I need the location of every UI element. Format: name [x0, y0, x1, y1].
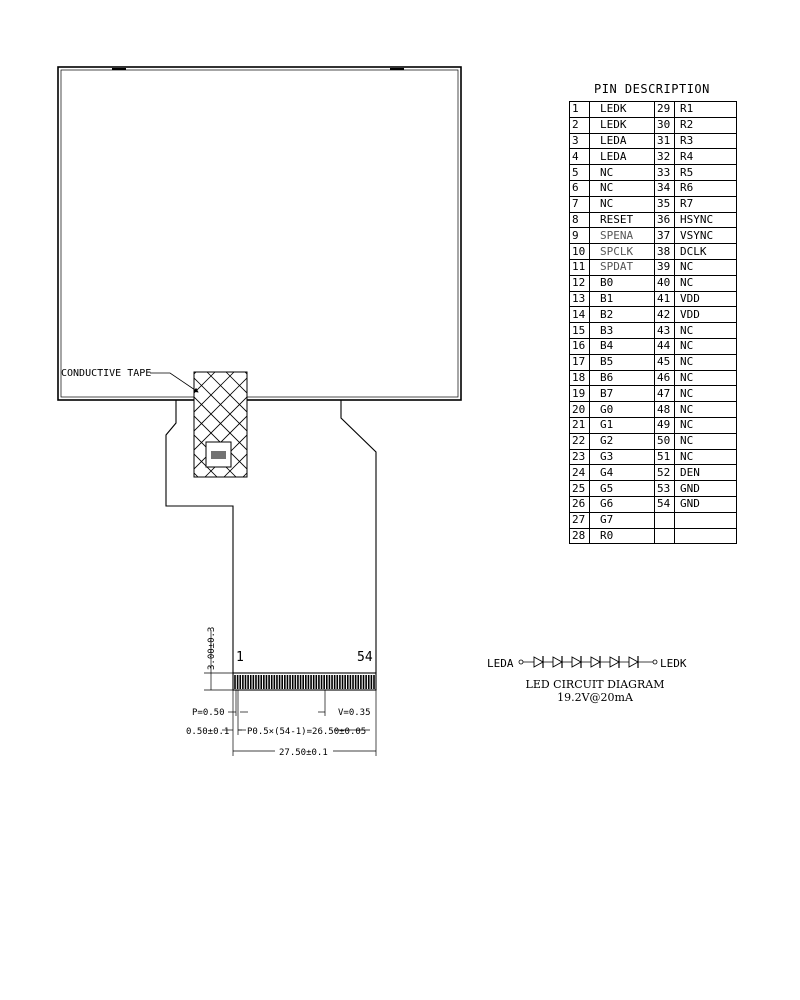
pin-name: G6 — [590, 496, 655, 512]
pin-number: 1 — [570, 102, 590, 118]
pin-name: R4 — [675, 149, 737, 165]
pin-row — [570, 528, 737, 544]
led-circuit-caption — [510, 678, 680, 704]
pin-name: LEDK — [590, 117, 655, 133]
pin-name: NC — [590, 180, 655, 196]
dim-width-text: 27.50±0.1 — [279, 748, 328, 758]
pin-name: VSYNC — [675, 228, 737, 244]
contact-pad — [247, 675, 249, 689]
contact-pad — [284, 675, 286, 689]
contact-pad — [334, 675, 336, 689]
contact-pad — [326, 675, 328, 689]
pin-number: 13 — [570, 291, 590, 307]
led-circuit-rating: 19.2V@20mA — [557, 691, 633, 704]
display-panel-outline — [58, 67, 461, 400]
pin-name: B4 — [590, 338, 655, 354]
pin-name: VDD — [675, 291, 737, 307]
pin-number: 22 — [570, 433, 590, 449]
dim-pitch-text: P=0.50 — [192, 708, 225, 718]
conductive-tape — [0, 372, 450, 482]
pin-name: NC — [590, 165, 655, 181]
pin-name: G0 — [590, 402, 655, 418]
contact-pad — [258, 675, 260, 689]
pin-name: GND — [675, 481, 737, 497]
pin-number: 9 — [570, 228, 590, 244]
led-circuit-diagram — [487, 656, 687, 670]
pin-number: 34 — [655, 180, 675, 196]
contact-pad — [295, 675, 297, 689]
pin-name: DEN — [675, 465, 737, 481]
pin-name — [675, 528, 737, 544]
contact-pad — [300, 675, 302, 689]
pin-name: NC — [675, 259, 737, 275]
pin-name: LEDK — [590, 102, 655, 118]
pin-name: B2 — [590, 307, 655, 323]
led-diode-icon — [629, 656, 638, 668]
contact-pad — [339, 675, 341, 689]
pin-name: LEDA — [590, 149, 655, 165]
dimension-lines — [222, 690, 376, 756]
pin-number: 41 — [655, 291, 675, 307]
pin-row — [570, 512, 737, 528]
pin-number: 23 — [570, 449, 590, 465]
pin-number: 2 — [570, 117, 590, 133]
pin-number: 16 — [570, 338, 590, 354]
contact-pad — [287, 675, 289, 689]
contact-pad — [357, 675, 359, 689]
contact-pad — [368, 675, 370, 689]
pin-row — [570, 417, 737, 433]
pin-name: B0 — [590, 275, 655, 291]
pin-row — [570, 165, 737, 181]
pin-name: NC — [675, 417, 737, 433]
pin-name: B6 — [590, 370, 655, 386]
pin-name: DCLK — [675, 244, 737, 260]
conductive-tape-callout — [61, 368, 198, 392]
dim-height-text: 3.00±0.3 — [207, 626, 217, 670]
pin-number — [655, 512, 675, 528]
pin-name: R6 — [675, 180, 737, 196]
pin-number: 39 — [655, 259, 675, 275]
pin-number: 27 — [570, 512, 590, 528]
pin-number: 28 — [570, 528, 590, 544]
pin-name: NC — [675, 386, 737, 402]
pin-name: B5 — [590, 354, 655, 370]
contact-pad — [344, 675, 346, 689]
pin-number: 17 — [570, 354, 590, 370]
pin-row — [570, 244, 737, 260]
pin-row — [570, 465, 737, 481]
led-diode-icon — [553, 656, 562, 668]
led-diode-icon — [534, 656, 543, 668]
contact-pad — [271, 675, 273, 689]
pin-name: G7 — [590, 512, 655, 528]
pin-number: 3 — [570, 133, 590, 149]
pin-name — [675, 512, 737, 528]
dim-v-text: V=0.35 — [338, 708, 371, 718]
contact-pad — [321, 675, 323, 689]
pin-name: HSYNC — [675, 212, 737, 228]
pin-number: 7 — [570, 196, 590, 212]
pin-name: LEDA — [590, 133, 655, 149]
pin-name: NC — [675, 449, 737, 465]
pin-row — [570, 291, 737, 307]
contact-pad — [313, 675, 315, 689]
contact-pad — [323, 675, 325, 689]
pin-row — [570, 433, 737, 449]
pin-number: 51 — [655, 449, 675, 465]
pin-number: 42 — [655, 307, 675, 323]
pin-description-title: PIN DESCRIPTION — [594, 82, 710, 96]
pin-row — [570, 338, 737, 354]
contact-pad — [250, 675, 252, 689]
pin-number: 32 — [655, 149, 675, 165]
pin-number: 50 — [655, 433, 675, 449]
pin-1-label: 1 — [236, 650, 244, 665]
pin-row — [570, 402, 737, 418]
pin-row — [570, 259, 737, 275]
pin-name: SPDAT — [590, 259, 655, 275]
pin-row — [570, 102, 737, 118]
contact-pad — [274, 675, 276, 689]
pin-number: 19 — [570, 386, 590, 402]
pin-number: 4 — [570, 149, 590, 165]
contact-pad — [237, 675, 239, 689]
pin-name: NC — [675, 370, 737, 386]
contact-pad — [331, 675, 333, 689]
contact-pad — [263, 675, 265, 689]
contact-pad — [245, 675, 247, 689]
pin-54-label: 54 — [357, 650, 373, 665]
contact-pad — [255, 675, 257, 689]
pin-row — [570, 228, 737, 244]
contact-pad — [305, 675, 307, 689]
pin-row — [570, 212, 737, 228]
contact-pad — [355, 675, 357, 689]
contact-pad — [276, 675, 278, 689]
contact-pad — [302, 675, 304, 689]
pin-name: NC — [675, 275, 737, 291]
pin-name: R2 — [675, 117, 737, 133]
contact-pad — [289, 675, 291, 689]
led-circuit-title: LED CIRCUIT DIAGRAM — [525, 678, 665, 691]
pin-row — [570, 307, 737, 323]
contact-pad — [316, 675, 318, 689]
pin-row — [570, 149, 737, 165]
pin-number: 18 — [570, 370, 590, 386]
pin-number: 53 — [655, 481, 675, 497]
pin-number: 46 — [655, 370, 675, 386]
contact-pad — [360, 675, 362, 689]
contact-pad — [292, 675, 294, 689]
pin-row — [570, 354, 737, 370]
pin-name: GND — [675, 496, 737, 512]
contact-pad — [239, 675, 241, 689]
contact-pad — [260, 675, 262, 689]
pin-row — [570, 275, 737, 291]
pin-number: 45 — [655, 354, 675, 370]
pin-name: G1 — [590, 417, 655, 433]
contact-pad — [342, 675, 344, 689]
pin-row — [570, 133, 737, 149]
pin-name: G2 — [590, 433, 655, 449]
led-cathode-label: LEDK — [660, 657, 687, 670]
pin-number: 5 — [570, 165, 590, 181]
pin-row — [570, 481, 737, 497]
contact-pad — [242, 675, 244, 689]
pin-number: 33 — [655, 165, 675, 181]
contact-pad — [234, 675, 236, 689]
pin-row — [570, 496, 737, 512]
pin-name: R1 — [675, 102, 737, 118]
conductive-tape-label: CONDUCTIVE TAPE — [61, 368, 152, 379]
pin-number: 10 — [570, 244, 590, 260]
pin-name: B7 — [590, 386, 655, 402]
pin-number: 35 — [655, 196, 675, 212]
pin-name: G5 — [590, 481, 655, 497]
contact-pad — [308, 675, 310, 689]
led-diode-icon — [572, 656, 581, 668]
contact-pad — [253, 675, 255, 689]
pin-number: 20 — [570, 402, 590, 418]
pin-number: 54 — [655, 496, 675, 512]
pin-row — [570, 323, 737, 339]
pin-row — [570, 180, 737, 196]
pin-number: 40 — [655, 275, 675, 291]
pin-name: R0 — [590, 528, 655, 544]
pin-number: 43 — [655, 323, 675, 339]
pin-row — [570, 117, 737, 133]
pin-number: 48 — [655, 402, 675, 418]
contact-pad — [329, 675, 331, 689]
contact-pad — [268, 675, 270, 689]
pin-name: R5 — [675, 165, 737, 181]
contact-pad — [363, 675, 365, 689]
fpc-contact-pads — [234, 675, 375, 689]
pin-name: G3 — [590, 449, 655, 465]
pin-number: 52 — [655, 465, 675, 481]
pin-number: 26 — [570, 496, 590, 512]
contact-pad — [266, 675, 268, 689]
pin-number: 21 — [570, 417, 590, 433]
contact-pad — [350, 675, 352, 689]
pin-name: NC — [675, 338, 737, 354]
pin-number: 49 — [655, 417, 675, 433]
pin-name: SPCLK — [590, 244, 655, 260]
pin-name: B1 — [590, 291, 655, 307]
pin-row — [570, 196, 737, 212]
pin-row — [570, 449, 737, 465]
dim-span-text: P0.5×(54-1)=26.50±0.05 — [247, 727, 367, 737]
pin-number: 25 — [570, 481, 590, 497]
pin-name: NC — [675, 402, 737, 418]
contact-pad — [318, 675, 320, 689]
led-diode-icon — [610, 656, 619, 668]
pin-row — [570, 386, 737, 402]
pin-name: R3 — [675, 133, 737, 149]
pin-number: 8 — [570, 212, 590, 228]
pin-name: NC — [675, 433, 737, 449]
pin-number: 14 — [570, 307, 590, 323]
pin-number — [655, 528, 675, 544]
pin-number: 24 — [570, 465, 590, 481]
pin-number: 12 — [570, 275, 590, 291]
contact-pad — [336, 675, 338, 689]
pin-name: R7 — [675, 196, 737, 212]
pin-row — [570, 370, 737, 386]
pin-number: 47 — [655, 386, 675, 402]
led-anode-label: LEDA — [487, 657, 514, 670]
pin-description-table — [569, 101, 737, 544]
pin-name: SPENA — [590, 228, 655, 244]
pin-name: NC — [675, 323, 737, 339]
pin-number: 15 — [570, 323, 590, 339]
contact-pad — [352, 675, 354, 689]
contact-pad — [371, 675, 373, 689]
pin-number: 37 — [655, 228, 675, 244]
pin-number: 36 — [655, 212, 675, 228]
pin-number: 6 — [570, 180, 590, 196]
pin-name: NC — [590, 196, 655, 212]
pin-name: B3 — [590, 323, 655, 339]
pin-number: 44 — [655, 338, 675, 354]
pin-name: RESET — [590, 212, 655, 228]
pin-name: NC — [675, 354, 737, 370]
contact-pad — [279, 675, 281, 689]
pin-number: 11 — [570, 259, 590, 275]
dim-pad-text: 0.50±0.1 — [186, 727, 230, 737]
contact-pad — [347, 675, 349, 689]
pin-number: 29 — [655, 102, 675, 118]
contact-pad — [373, 675, 375, 689]
pin-name: G4 — [590, 465, 655, 481]
contact-pad — [297, 675, 299, 689]
led-diode-icon — [591, 656, 600, 668]
pin-number: 31 — [655, 133, 675, 149]
pin-number: 30 — [655, 117, 675, 133]
pin-number: 38 — [655, 244, 675, 260]
contact-pad — [281, 675, 283, 689]
contact-pad — [310, 675, 312, 689]
contact-pad — [365, 675, 367, 689]
pin-name: VDD — [675, 307, 737, 323]
